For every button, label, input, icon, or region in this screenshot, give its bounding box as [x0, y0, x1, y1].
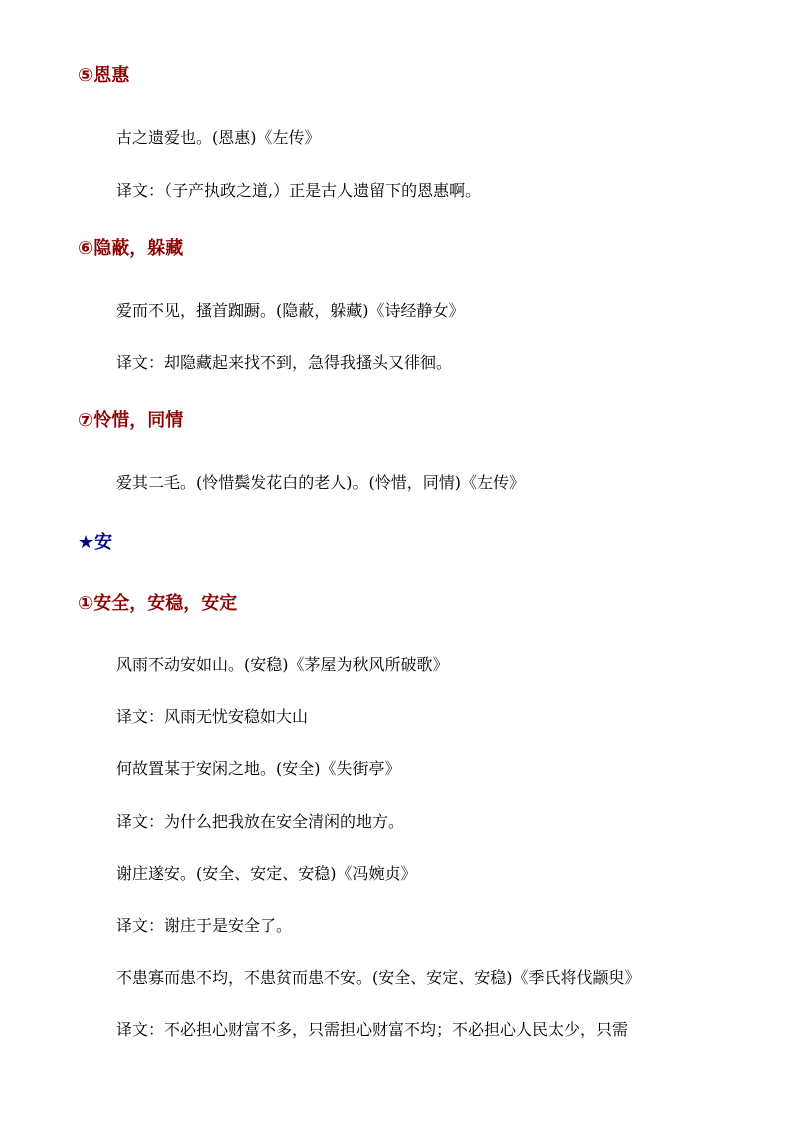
entry-heading-an: ★安: [78, 532, 113, 553]
sense-heading-7: ⑦怜惜，同情: [78, 410, 184, 431]
example-sentence: 何故置某于安闲之地。(安全)《失街亭》: [116, 759, 401, 778]
example-sentence: 谢庄遂安。(安全、安定、安稳)《冯婉贞》: [116, 864, 417, 883]
sense-heading-1: ①安全，安稳，安定: [78, 593, 238, 614]
sense-heading-5: ⑤恩惠: [78, 65, 130, 86]
example-sentence: 爱其二毛。(怜惜鬓发花白的老人)。(怜惜，同情)《左传》: [116, 473, 525, 492]
example-sentence: 风雨不动安如山。(安稳)《茅屋为秋风所破歌》: [116, 655, 449, 674]
example-sentence: 古之遗爱也。(恩惠)《左传》: [116, 128, 321, 147]
translation-line: 译文：却隐藏起来找不到，急得我搔头又徘徊。: [116, 353, 453, 372]
example-sentence: 不患寡而患不均，不患贫而患不安。(安全、安定、安稳)《季氏将伐颛臾》: [116, 968, 641, 987]
translation-line: 译文：为什么把我放在安全清闲的地方。: [116, 812, 405, 831]
translation-line: 译文：（子产执政之道,）正是古人遗留下的恩惠啊。: [116, 181, 482, 200]
sense-heading-6: ⑥隐蔽，躲藏: [78, 238, 184, 259]
example-sentence: 爱而不见，搔首踟蹰。(隐蔽，躲藏)《诗经静女》: [116, 301, 465, 320]
translation-line: 译文：不必担心财富不多，只需担心财富不均；不必担心人民太少，只需: [116, 1020, 629, 1039]
translation-line: 译文：谢庄于是安全了。: [116, 916, 293, 935]
translation-line: 译文：风雨无忧安稳如大山: [116, 707, 309, 726]
